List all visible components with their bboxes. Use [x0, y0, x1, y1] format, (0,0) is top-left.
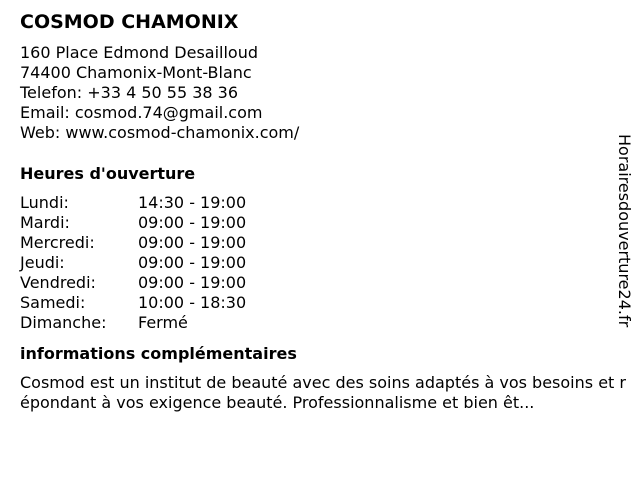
hours-day: Samedi:	[20, 293, 86, 312]
hours-time: Fermé	[138, 313, 188, 332]
hours-day: Vendredi:	[20, 273, 96, 292]
info-text: Cosmod est un institut de beauté avec des soins adaptés à vos besoins et répondant à vos exigence beauté. Professionnalisme et bien êt...	[20, 373, 626, 412]
hours-row	[20, 253, 246, 273]
web-line: Web: www.cosmod-chamonix.com/	[20, 123, 300, 142]
hours-table	[20, 193, 246, 333]
hours-heading: Heures d'ouverture	[20, 164, 196, 183]
hours-row	[20, 293, 246, 313]
hours-time: 09:00 - 19:00	[138, 253, 247, 272]
phone-line: Telefon: +33 4 50 55 38 36	[20, 83, 239, 102]
hours-time: 09:00 - 19:00	[138, 273, 247, 292]
hours-day: Dimanche:	[20, 313, 107, 332]
address-line-2: 74400 Chamonix-Mont-Blanc	[20, 63, 252, 82]
hours-day: Mercredi:	[20, 233, 95, 252]
info-heading: informations complémentaires	[20, 344, 297, 363]
hours-row	[20, 233, 246, 253]
email-line: Email: cosmod.74@gmail.com	[20, 103, 263, 122]
hours-day: Jeudi:	[20, 253, 65, 272]
hours-day: Mardi:	[20, 213, 70, 232]
business-name: COSMOD CHAMONIX	[20, 11, 239, 33]
hours-time: 10:00 - 18:30	[138, 293, 247, 312]
hours-row	[20, 193, 246, 213]
hours-day: Lundi:	[20, 193, 69, 212]
hours-time: 09:00 - 19:00	[138, 233, 247, 252]
address-line-1: 160 Place Edmond Desailloud	[20, 43, 258, 62]
hours-row	[20, 313, 246, 333]
hours-row	[20, 273, 246, 293]
hours-time: 14:30 - 19:00	[138, 193, 247, 212]
watermark-text: Horairesdouverture24.fr	[615, 134, 634, 328]
hours-row	[20, 213, 246, 233]
hours-time: 09:00 - 19:00	[138, 213, 247, 232]
